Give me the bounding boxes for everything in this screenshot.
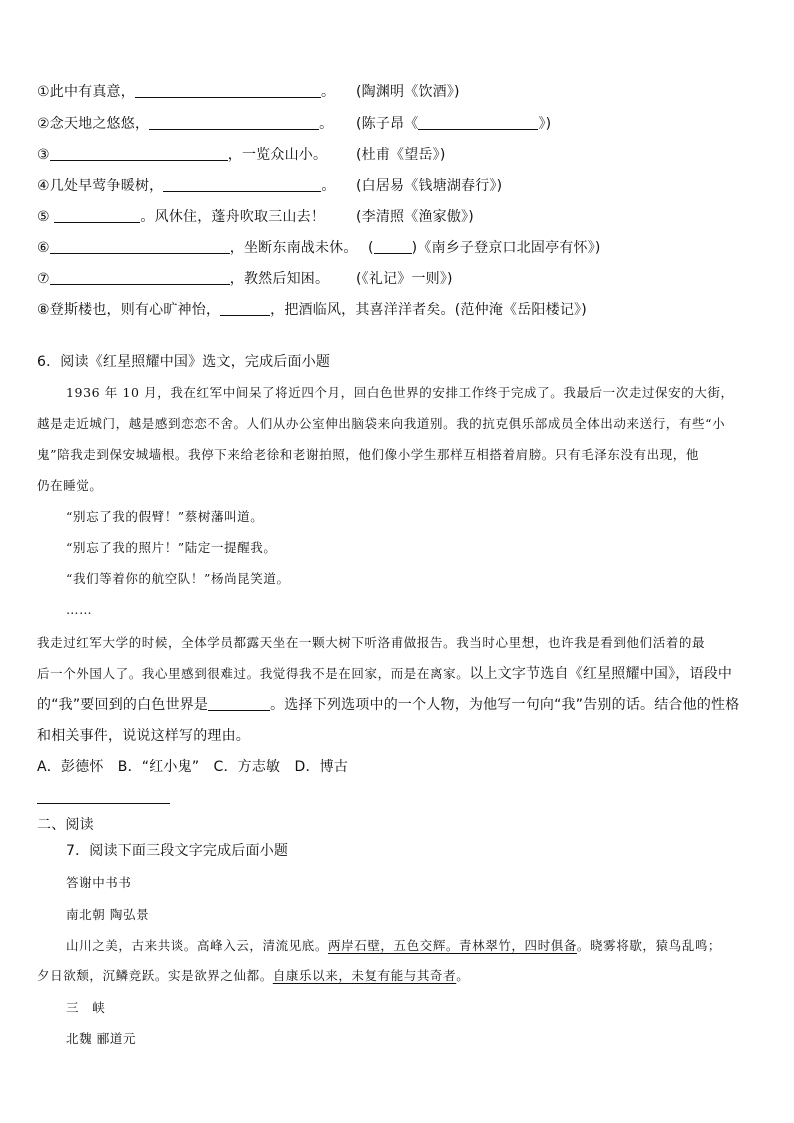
answer-blank[interactable]	[54, 208, 140, 223]
question-7-title: 7．阅读下面三段文字完成后面小题	[66, 843, 289, 859]
text-2-author: 北魏 郦道元	[66, 1031, 137, 1046]
passage-line: 仍在睡觉。	[37, 478, 103, 493]
answer-blank[interactable]	[149, 115, 319, 130]
answer-blank[interactable]	[374, 239, 412, 254]
answer-rule	[37, 803, 170, 804]
passage-line: 后一个外国人了。我心里感到很难过。我觉得我不是在回家，而是在离家。以上文字节选自《红星照耀中国》，语段中	[37, 666, 733, 682]
dictation-source-4: (白居易《钱塘湖春行》)	[356, 178, 503, 194]
ellipsis: ……	[66, 602, 93, 617]
dictation-source-6: ( )《南乡子登京口北固亭有怀》)	[368, 240, 601, 256]
dialogue-line: “别忘了我的假臂！”蔡树藩叫道。	[66, 509, 264, 524]
dictation-source-5: (李清照《渔家傲》)	[356, 209, 474, 225]
answer-blank[interactable]	[208, 696, 270, 711]
question-6-title: 6．阅读《红星照耀中国》选文，完成后面小题	[37, 354, 331, 370]
dialogue-line: “我们等着你的航空队！”杨尚昆笑道。	[66, 571, 290, 586]
answer-blank[interactable]	[163, 177, 321, 192]
text-1-line: 山川之美，古来共谈。高峰入云，清流见底。两岸石壁，五色交辉。青林翠竹，四时俱备。晓雾将歇，猿鸟乱鸣；	[66, 938, 722, 953]
passage-line: 我走过红军大学的时候，全体学员都露天坐在一颗大树下听洛甫做报告。我当时心里想，也许我是看到他们活着的最	[37, 635, 706, 650]
dictation-line-4: ④几处早莺争暖树， 。	[37, 178, 336, 194]
question-prompt-line: 和相关事件，说说这样写的理由。	[37, 728, 250, 744]
answer-blank[interactable]	[50, 146, 228, 161]
dictation-source-7: (《礼记》一则》)	[356, 271, 453, 287]
answer-blank[interactable]	[220, 301, 270, 316]
answer-options: A．彭德怀 B．“红小鬼” C．方志敏 D．博古	[37, 759, 349, 775]
dictation-line-2: ②念天地之悠悠， 。	[37, 116, 334, 132]
passage-line: 1936 年 10 月，我在红军中间呆了将近四个月，回白色世界的安排工作终于完成了。我最后一次走过保安的大街，	[66, 385, 734, 400]
question-prompt-line: 的“我”要回到的白色世界是 。选择下列选项中的一个人物，为他写一句向“我”告别的话。结合他的性格	[37, 697, 740, 713]
dictation-source-2: (陈子昂《 》)	[356, 116, 552, 132]
dictation-line-3: ③ ，一览众山小。	[37, 147, 328, 163]
dictation-line-7: ⑦ ，教然后知困。	[37, 271, 330, 287]
passage-line: 越是走近城门，越是感到恋恋不舍。人们从办公室伸出脑袋来向我道别。我的抗克俱乐部成员全体出动来送行，有些“小	[37, 416, 726, 431]
answer-blank[interactable]	[50, 239, 230, 254]
answer-blank[interactable]	[50, 270, 230, 285]
passage-line: 鬼”陪我走到保安城墙根。我停下来给老徐和老谢拍照，他们像小学生那样互相搭着肩膀。只有毛泽东没有出现，他	[37, 447, 699, 462]
text-1-title: 答谢中书书	[66, 875, 132, 890]
answer-blank[interactable]	[135, 83, 321, 98]
text-1-line: 夕日欲颓，沉鳞竞跃。实是欲界之仙都。自康乐以来，未复有能与其奇者。	[37, 968, 470, 983]
dialogue-line: “别忘了我的照片！”陆定一提醒我。	[66, 540, 277, 555]
dictation-line-8: ⑧登斯楼也，则有心旷神怡， ，把酒临风，其喜洋洋者矣。(范仲淹《岳阳楼记》)	[37, 302, 587, 318]
answer-blank[interactable]	[418, 115, 538, 130]
text-2-title: 三 峡	[66, 1000, 106, 1015]
dictation-source-3: (杜甫《望岳》)	[356, 147, 446, 163]
dictation-source-1: (陶渊明《饮酒》)	[356, 84, 460, 100]
dictation-line-6: ⑥ ，坐断东南战未休。	[37, 240, 358, 256]
section-title: 二、阅读	[37, 817, 94, 833]
text-1-author: 南北朝 陶弘景	[66, 907, 150, 922]
dictation-line-1: ①此中有真意， 。	[37, 84, 336, 100]
dictation-line-5: ⑤ 。风休住，蓬舟吹取三山去！	[37, 209, 326, 225]
